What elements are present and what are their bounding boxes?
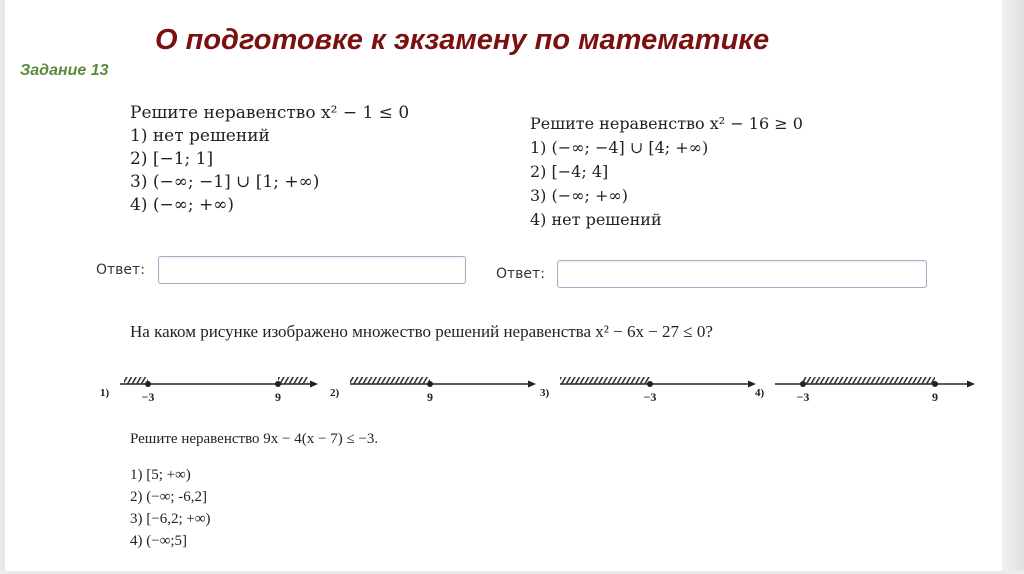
- task-1-answer-label: Ответ:: [96, 262, 145, 278]
- task-4-option-4: 4) (−∞;5]: [130, 533, 188, 549]
- tick-label: −3: [796, 390, 810, 404]
- task-1-option-3: 3) (−∞; −1] ∪ [1; +∞): [130, 172, 320, 192]
- tick-label: 9: [275, 390, 281, 404]
- endpoint-dot: [932, 381, 938, 387]
- solution-shading: [278, 377, 308, 384]
- task-2: [530, 112, 803, 232]
- task-1-option-4: 4) (−∞; +∞): [130, 195, 235, 215]
- task-3-option-label: 1): [100, 387, 110, 399]
- tick-label: 9: [427, 390, 433, 404]
- number-lines: [100, 366, 980, 416]
- endpoint-dot: [275, 381, 281, 387]
- task-3-question: На каком рисунке изображено множество решений неравенства x² − 6x − 27 ≤ 0?: [130, 322, 713, 341]
- tick-label: −3: [643, 390, 657, 404]
- task-2-option-2: 2) [−4; 4]: [530, 162, 609, 181]
- task-1: [130, 102, 409, 217]
- task-1-option-1: 1) нет решений: [130, 126, 270, 146]
- number-line-arrow: [967, 381, 975, 388]
- task-1-answer-input[interactable]: [158, 256, 466, 284]
- task-3-option-label: 4): [755, 387, 765, 399]
- task-2-option-1: 1) (−∞; −4] ∪ [4; +∞): [530, 138, 709, 157]
- slide-left-edge: [0, 0, 5, 574]
- number-line-arrow: [310, 381, 318, 388]
- solution-shading: [350, 377, 430, 384]
- solution-shading: [803, 377, 935, 384]
- endpoint-dot: [800, 381, 806, 387]
- task-4-option-3: 3) [−6,2; +∞): [130, 511, 211, 527]
- endpoint-dot: [647, 381, 653, 387]
- task-2-answer-label: Ответ:: [496, 266, 545, 282]
- tick-label: −3: [141, 390, 155, 404]
- task-3-option-label: 2): [330, 387, 340, 399]
- number-line-arrow: [528, 381, 536, 388]
- task-4-option-2: 2) (−∞; -6,2]: [130, 489, 208, 505]
- task-2-option-3: 3) (−∞; +∞): [530, 186, 628, 205]
- task-4-question: Решите неравенство 9x − 4(x − 7) ≤ −3.: [130, 431, 379, 447]
- solution-shading: [560, 377, 650, 384]
- task-4: [130, 428, 378, 552]
- tick-label: 9: [932, 390, 938, 404]
- task-1-question: Решите неравенство x² − 1 ≤ 0: [130, 103, 410, 123]
- task-3-option-label: 3): [540, 387, 550, 399]
- task-1-option-2: 2) [−1; 1]: [130, 149, 214, 169]
- task-2-question: Решите неравенство x² − 16 ≥ 0: [530, 114, 803, 133]
- task-number: Задание 13: [20, 62, 109, 79]
- endpoint-dot: [427, 381, 433, 387]
- task-2-option-4: 4) нет решений: [530, 210, 662, 229]
- page-title: О подготовке к экзамену по математике: [155, 24, 770, 56]
- slide-right-edge: [1002, 0, 1024, 574]
- task-2-answer-input[interactable]: [557, 260, 927, 288]
- solution-shading: [124, 377, 148, 384]
- task-4-option-1: 1) [5; +∞): [130, 467, 191, 483]
- endpoint-dot: [145, 381, 151, 387]
